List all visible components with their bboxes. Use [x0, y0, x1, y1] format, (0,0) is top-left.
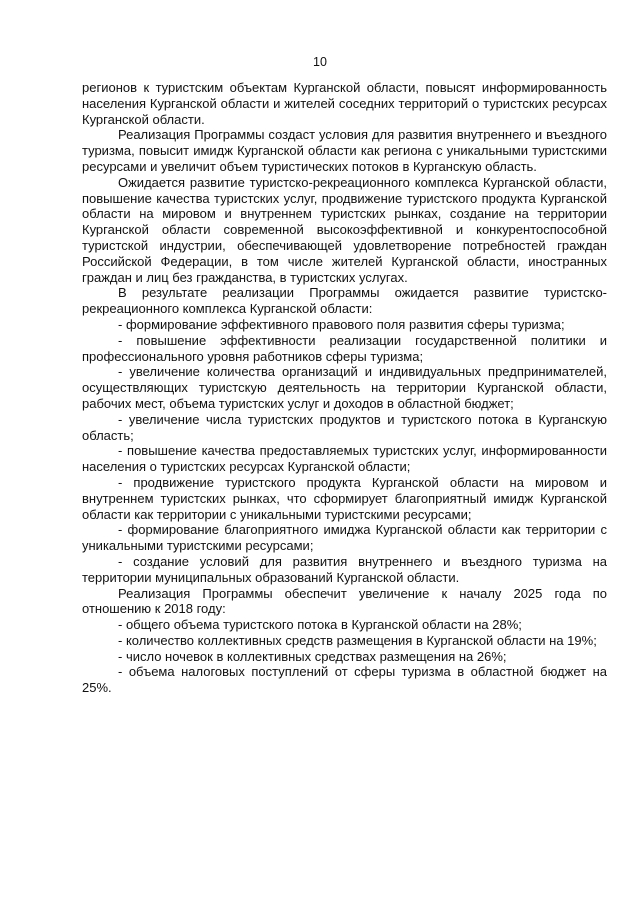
paragraph-program-conditions: Реализация Программы создаст условия для развития внутреннего и въездного туризма, повысит имидж Курганской области как региона с уникальными туристскими ресурсами и увеличит объем туристических потоков в Курганскую область.: [82, 127, 607, 174]
list-item: - число ночевок в коллективных средствах размещения на 26%;: [118, 648, 507, 664]
paragraph-expected-development: Ожидается развитие туристско-рекреационного комплекса Курганской области, повышение качества туристских услуг, продвижение туристского продукта Курганской области на мировом и внутреннем туристских рынках, создание на территории Курганской области современной высокоэффективной и конкурентоспособной туристской индустрии, обеспечивающей удовлетворение потребностей граждан Российской Федерации, в том числе жителей Курганской области, иностранных граждан и лиц без гражданства, в туристских услугах.: [82, 174, 607, 285]
paragraph-targets-intro: Реализация Программы обеспечит увеличение к началу 2025 года по отношению к 2018 году:: [82, 585, 607, 617]
list-item: - формирование благоприятного имиджа Курганской области как территории с уникальными туристскими ресурсами;: [82, 522, 607, 554]
paragraph-continuation: регионов к туристским объектам Курганской области, повысят информированность населения Курганской области и жителей соседних территорий о туристских ресурсах Курганской области.: [82, 80, 607, 127]
list-item: - повышение качества предоставляемых туристских услуг, информированности населения о туристских ресурсах Курганской области;: [82, 443, 607, 475]
list-item: - общего объема туристского потока в Курганской области на 28%;: [118, 617, 522, 633]
paragraph-results-intro: В результате реализации Программы ожидается развитие туристско-рекреационного комплекса Курганской области:: [82, 285, 607, 317]
list-item: - продвижение туристского продукта Курганской области на мировом и внутреннем туристских рынках, что сформирует благоприятный имидж Курганской области как территории с уникальными туристскими ресурсами;: [82, 474, 607, 522]
list-item: - создание условий для развития внутреннего и въездного туризма на территории муниципальных образований Курганской области.: [82, 553, 607, 585]
page-number: 10: [313, 55, 327, 69]
list-item: - объема налоговых поступлений от сферы туризма в областной бюджет на 25%.: [82, 664, 607, 696]
list-item: - количество коллективных средств размещения в Курганской области на 19%;: [118, 632, 597, 648]
list-item: - увеличение числа туристских продуктов и туристского потока в Курганскую область;: [82, 411, 607, 443]
list-item: - повышение эффективности реализации государственной политики и профессионального уровня работников сферы туризма;: [82, 332, 607, 364]
document-body: [82, 80, 607, 696]
list-item: - увеличение количества организаций и индивидуальных предпринимателей, осуществляющих туристскую деятельность на территории Курганской области, рабочих мест, объема туристских услуг и доходов в областной бюджет;: [82, 364, 607, 411]
list-item: - формирование эффективного правового поля развития сферы туризма;: [118, 316, 565, 332]
